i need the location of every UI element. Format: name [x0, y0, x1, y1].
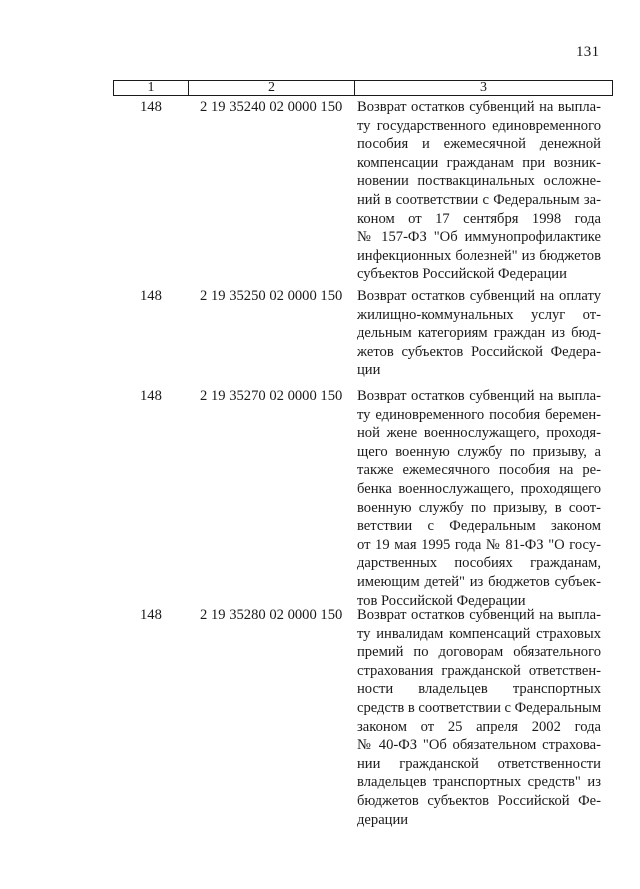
description-line: Возврат остатков субвенций на оплату: [357, 288, 601, 304]
description-line: Возврат остатков субвенций на выпла-: [357, 607, 601, 623]
income-description: [357, 287, 601, 380]
description-line: ности владельцев транспортных: [357, 681, 601, 698]
header-col-2: 2: [189, 81, 355, 95]
description-line: законом от 25 апреля 2002 года: [357, 718, 601, 735]
description-line: тов Российской Федерации: [357, 592, 526, 609]
admin-code: 148: [140, 288, 162, 304]
table-header: [113, 80, 613, 96]
description-line: новении поствакцинальных осложне-: [357, 173, 601, 190]
description-line: субъектов Российской Федерации: [357, 266, 567, 283]
description-line: жилищно-коммунальных услуг от-: [357, 306, 601, 323]
budget-classification-code: 2 19 35270 02 0000 150: [200, 388, 343, 404]
description-line: дарственных пособиях гражданам,: [357, 555, 601, 572]
page-number: 131: [576, 44, 600, 60]
description-line: бенка военнослужащего, проходящего: [357, 480, 601, 497]
description-line: имеющим детей" из бюджетов субъек-: [357, 573, 601, 590]
description-line: Возврат остатков субвенций на выпла-: [357, 99, 601, 115]
description-line: ту инвалидам компенсаций страховых: [357, 625, 601, 642]
header-col-1: 1: [114, 81, 189, 95]
description-line: дельным категориям граждан из бюд-: [357, 325, 601, 342]
description-line: ной жене военнослужащего, проходя-: [357, 425, 601, 442]
description-line: средств в соответствии с Федеральным: [357, 699, 602, 716]
description-line: инфекционных болезней" из бюджетов: [357, 247, 601, 264]
description-line: дерации: [357, 811, 409, 828]
income-description: [357, 606, 601, 829]
income-description: [357, 98, 601, 284]
admin-code: 148: [140, 607, 162, 623]
description-line: страхования гражданской ответствен-: [357, 662, 601, 679]
description-line: № 157-ФЗ "Об иммунопрофилактике: [357, 229, 601, 246]
description-line: пособия и ежемесячной денежной: [357, 136, 601, 153]
budget-classification-code: 2 19 35280 02 0000 150: [200, 607, 343, 623]
description-line: ту государственного единовременного: [357, 117, 601, 134]
description-line: бюджетов субъектов Российской Фе-: [357, 792, 601, 809]
admin-code: 148: [140, 99, 162, 115]
description-line: нии гражданской ответственности: [357, 755, 601, 772]
description-line: компенсации гражданам при возник-: [357, 154, 601, 171]
description-line: ний в соответствии с Федеральным за-: [357, 191, 601, 208]
description-line: военную службу по призыву, в соот-: [357, 499, 601, 516]
description-line: также ежемесячного пособия на ре-: [357, 462, 601, 479]
description-line: жетов субъектов Российской Федера-: [357, 343, 601, 360]
description-line: ту единовременного пособия беремен-: [357, 406, 601, 423]
description-line: коном от 17 сентября 1998 года: [357, 210, 601, 227]
description-line: владельцев транспортных средств" из: [357, 774, 601, 791]
description-line: от 19 мая 1995 года № 81-ФЗ "О госу-: [357, 536, 601, 553]
description-line: премий по договорам обязательного: [357, 644, 601, 661]
description-line: ции: [357, 362, 381, 379]
description-line: щего военную службу по призыву, а: [357, 443, 601, 460]
budget-classification-code: 2 19 35240 02 0000 150: [200, 99, 343, 115]
budget-classification-code: 2 19 35250 02 0000 150: [200, 288, 343, 304]
description-line: № 40-ФЗ "Об обязательном страхова-: [357, 737, 601, 754]
admin-code: 148: [140, 388, 162, 404]
income-description: [357, 387, 601, 610]
description-line: ветствии с Федеральным законом: [357, 518, 601, 535]
header-col-3: 3: [480, 80, 487, 95]
description-line: Возврат остатков субвенций на выпла-: [357, 388, 601, 404]
